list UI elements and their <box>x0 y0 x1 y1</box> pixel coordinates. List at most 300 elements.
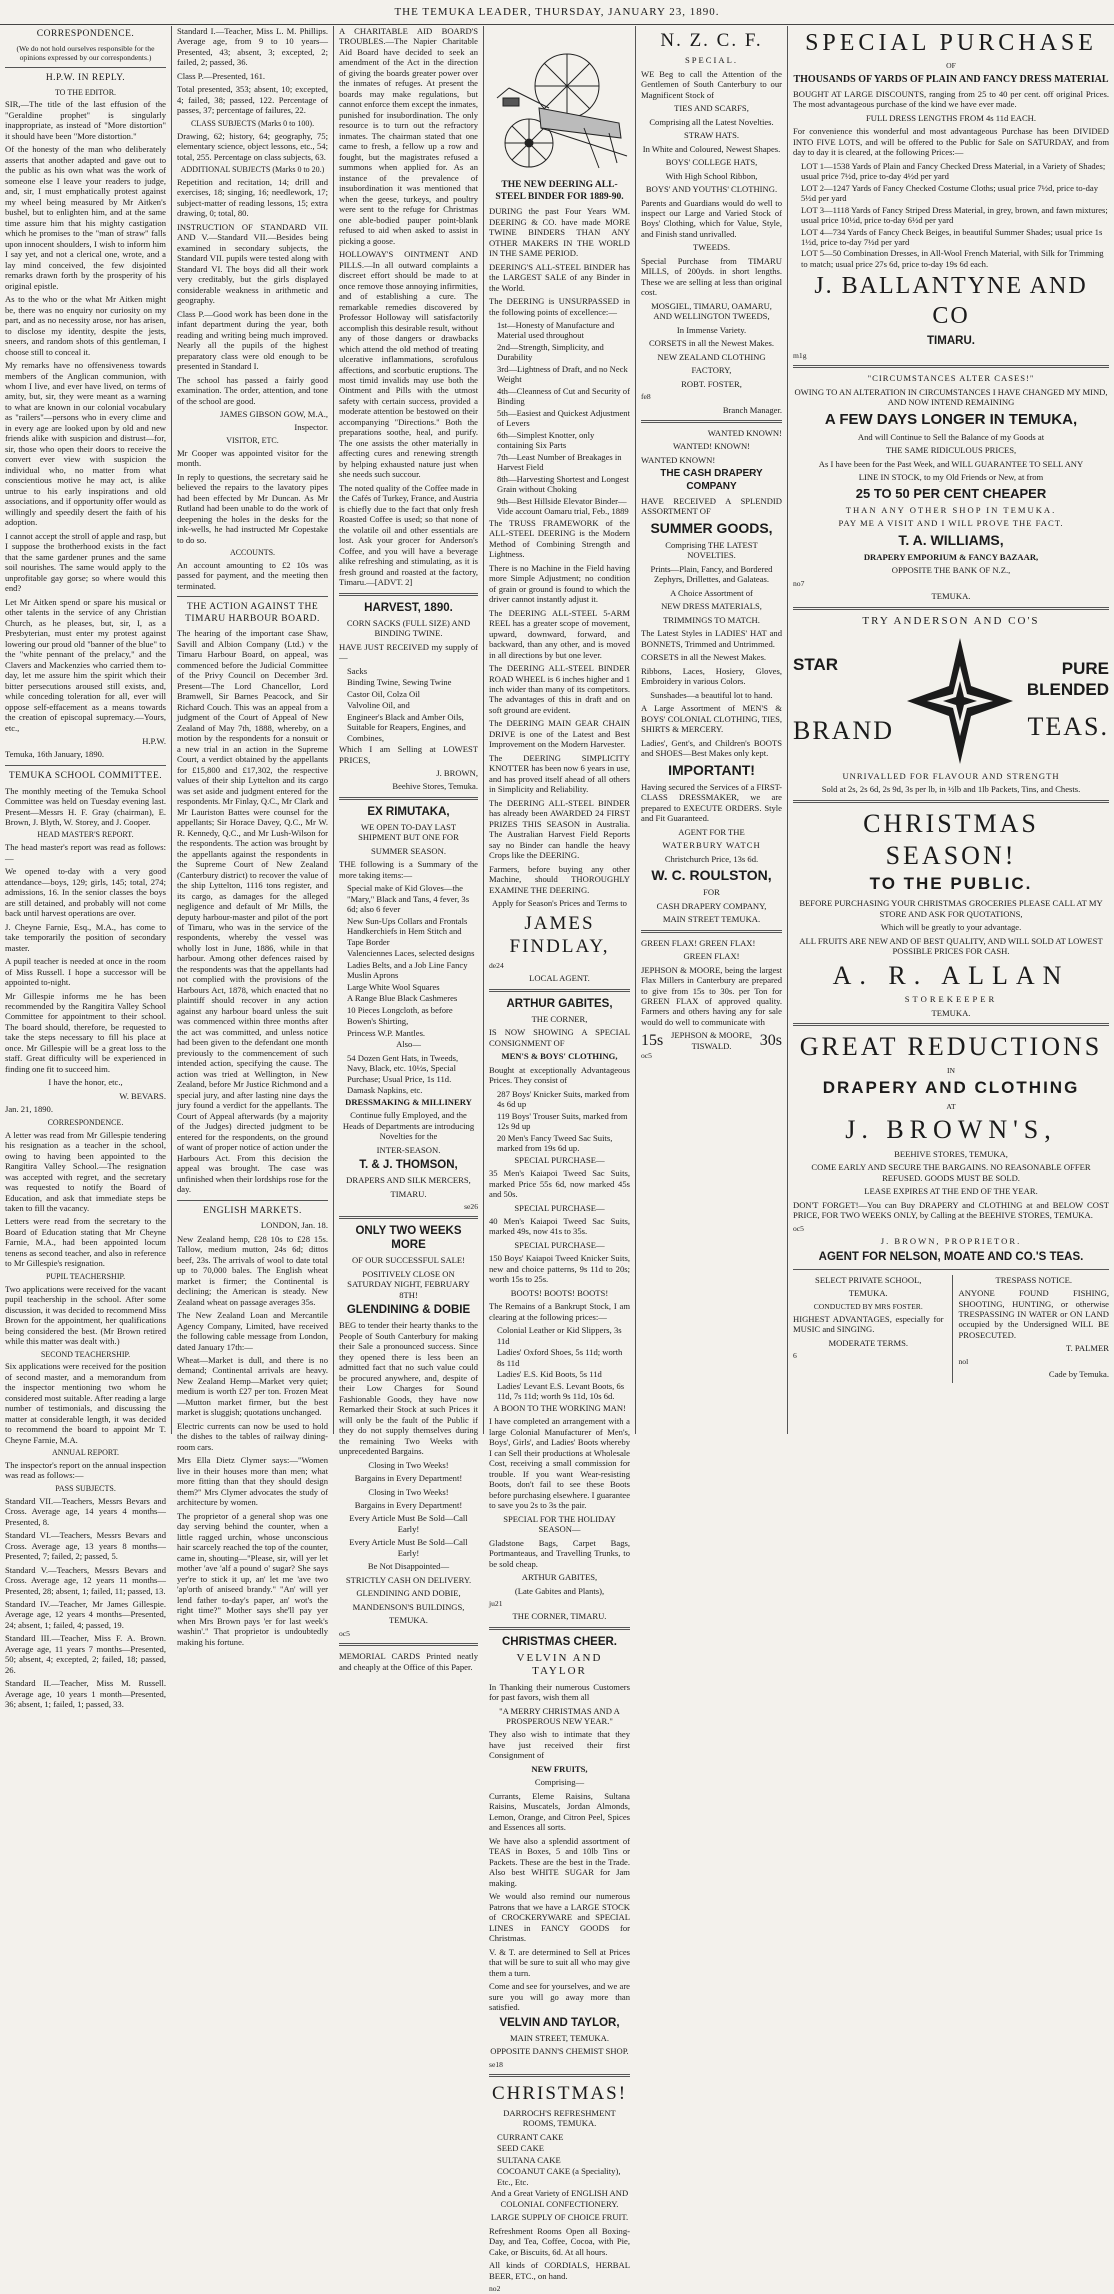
ad-subtitle: SUMMER SEASON. <box>371 845 446 856</box>
ad-text: "A MERRY CHRISTMAS AND A PROSPEROUS NEW YEAR." <box>499 1705 620 1726</box>
paragraph: Standard VII.—Teachers, Messrs Bevars and Cross. Average age, 14 years 4 months—Presented, 8. <box>5 1495 166 1527</box>
ad-subtitle: INTER-SEASON. <box>376 1144 441 1155</box>
advertiser-name: GLENDINING & DOBIE <box>346 1304 471 1317</box>
ad-code: ju21 <box>489 1598 503 1608</box>
tea-word: PURE <box>1061 659 1109 679</box>
ad-subtitle: SPECIAL PURCHASE— <box>514 1239 605 1250</box>
ad-subtitle: SPECIAL PURCHASE— <box>514 1202 605 1213</box>
paragraph: As to the who or the what Mr Aitken might be, there was no enquiry nor curiosity on my part, and as no necessity arose, nor has arisen, to disclose my identity, despite the jests, sneers, and random shots of this gentleman, I choose still to conceal it. <box>5 294 166 357</box>
ad-text: Comprising— <box>534 1777 585 1788</box>
paragraph: New Zealand hemp, £28 10s to £28 15s. Tallow, medium mutton, 24s 6d; dittos beef, 23s. The arrivals of wool to date total up to 70,000 bales. The English wheat market is firmer; the Continental is declining; the American is steady. New Zealand wheat on passage averages 35s. <box>177 1233 328 1307</box>
gabites-items <box>489 1089 630 1154</box>
paragraph: Class P.—Good work has been done in the infant department during the year, both reading and writing being much improved. Nearly all the pupils of the highest preparatory class were old enough to be presented in Standard I. <box>177 308 328 372</box>
ad-signature: J. BROWN, PROPRIETOR. <box>880 1236 1022 1247</box>
ad-subtitle: DRAPERY AND CLOTHING <box>822 1078 1080 1098</box>
ad-text: The DEERING is UNSURPASSED in the following points of excellence:— <box>489 296 630 317</box>
ad-address: TEMUKA. <box>848 1288 888 1299</box>
ad-subtitle: LARGE SUPPLY OF CHOICE FRUIT. <box>490 2212 629 2223</box>
list-item: Binding Twine, Sewing Twine <box>347 677 452 688</box>
paragraph: The proprietor of a general shop was one day serving behind the counter, when a little ragged urchin, whose unconscious hair scarcely reached the top of the counter, came in, shouting—"Please, sir, will yer let mother 'ave 'alf a pound o' sugar? She says yer're to stick it up, an' let me 'ave two 'ap'orth of aniseed brandy." "An' will yer lend father to-day's paper, an' wot's the right time?" Mother says she'll pay yer when Mrs Brown pays 'er for last week's washin'." That proprietor is undoubtedly making his fortune. <box>177 1510 328 1647</box>
ad-text: AGENT FOR THE <box>678 826 745 837</box>
tea-word: BRAND <box>793 716 895 746</box>
ad-text: PAY ME A VISIT AND I WILL PROVE THE FACT. <box>838 518 1064 529</box>
subheading: PUPIL TEACHERSHIP. <box>45 1271 126 1281</box>
ad-text: DEERING'S ALL-STEEL BINDER has the LARGEST SALE of any Binder in the World. <box>489 261 630 293</box>
ad-text: 35 Men's Kaiapoi Tweed Sac Suits, marked Price 55s 6d, now marked 45s and 50s. <box>489 1168 630 1200</box>
ad-text: IS NOW SHOWING A SPECIAL CONSIGNMENT OF <box>489 1027 630 1048</box>
binder-illustration <box>489 28 630 178</box>
paragraph: HOLLOWAY'S OINTMENT AND PILLS.—In all outward complaints a discreet effort should be made to at once remove those annoying infirmities, and of establishing a cure. The remarkable remedies discovered by Professor Holloway will satisfactorily accomplish this desirable result, without any of those dangers or drawbacks which attend the old method of treating ulcerative inflammations, scrofulous affections, and scorbutic eruptions. The most timid invalids may use both the Ointment and Pills with the utmost safety with certain success, provided a moderate attention be bestowed on their accompanying "Directions." Both the preparations soothe, heal, and purify. The one assists the other materially in affecting cures and renewing strength by helping exhausted nature just when she needs such succour. <box>339 249 478 480</box>
paragraph: Standard I.—Teacher, Miss L. M. Phillips. Average age, from 9 to 10 years—Presented, 43; absent, 3; excepted, 2; failed, 2; passed, 36. <box>177 26 328 68</box>
ad-text: A Large Assortment of MEN'S & BOYS' COLONIAL CLOTHING, TIES, SHIRTS & MERCERY. <box>641 703 782 735</box>
paragraph: Standard VI.—Teachers, Messrs Bevars and Cross. Average age, 13 years 8 months—Presented, 7; failed, 2; passed, 5. <box>5 1530 166 1562</box>
article-title: ENGLISH MARKETS. <box>203 1205 302 1216</box>
subheading: PASS SUBJECTS. <box>55 1483 116 1493</box>
flax-sign-row <box>641 1030 782 1051</box>
ad-text: Ribbons, Laces, Hosiery, Gloves, Embroidery in various Colors. <box>641 665 782 687</box>
ad-text: DURING the past Four Years WM. DEERING & CO. have made MORE TWINE BINDERS THAN ANY OTHER MAKERS IN THE WORLD IN THE SAME PERIOD. <box>489 206 630 259</box>
ad-text: MODERATE TERMS. <box>828 1337 909 1348</box>
ad-signature: GLENDINING AND DOBIE, <box>356 1588 461 1599</box>
trespass-notice <box>952 1275 1110 1383</box>
ad-title: GREAT REDUCTIONS <box>799 1032 1103 1062</box>
ad-subtitle: GREEN FLAX! GREEN FLAX! <box>641 937 756 948</box>
ad-subtitle: NEW FRUITS, <box>531 1763 588 1774</box>
list-item: 7th—Least Number of Breakages in Harvest Field <box>497 451 622 473</box>
ad-subtitle: POSITIVELY CLOSE ON SATURDAY NIGHT, FEBRUARY 8TH! <box>347 1268 470 1300</box>
section-heading: CORRESPONDENCE. <box>36 29 135 39</box>
paragraph: Let Mr Aitken spend or spare his musical or other talents in the service of any Christian Church, as he pleases, but, sir, I, as a Presbyterian, must enter my protest against lowering our proud old "banner of the blue" to the "white pennant of the prelacy," and the Clavers and Mackenzies who carried them to-day, let me assure him the spirit which their bitter persecutions aroused still exists, and, while conceding toleration for all, ever will oppose self-effacement as a means towards the creation of episcopal supremacy.—Yours, etc., <box>5 596 166 733</box>
paragraph: Standard III.—Teacher, Miss F. A. Brown. Average age, 11 years 7 months—Presented, 50; absent, 4; excepted, 2; failed, 18; passed, 26. <box>5 1633 166 1675</box>
ad-text: In Immense Variety. <box>676 324 747 335</box>
ad-text: 150 Boys' Kaiapoi Tweed Knicker Suits, new and choice patterns, 9s 11d to 20s; worth 15s to 25s. <box>489 1253 630 1285</box>
ad-subtitle: WE OPEN TO-DAY LAST SHIPMENT BUT ONE FOR <box>358 821 459 843</box>
ad-text: DON'T FORGET!—You can Buy DRAPERY and CLOTHING at and BELOW COST PRICE, FOR TWO WEEKS ONLY, by Calling at the BEEHIVE STORES, TEMUKA. <box>793 1199 1109 1221</box>
ad-code: 6 <box>793 1351 797 1361</box>
ad-text: TRIMMINGS TO MATCH. <box>663 614 760 625</box>
ad-address: THE CORNER, <box>531 1013 588 1024</box>
paragraph: The monthly meeting of the Temuka School Committee was held on Tuesday evening last. Present—Messrs H. F. Gray (chairman), E. Brown, J. Blyth, W. Storey, and J. Cooper. <box>5 785 166 827</box>
paragraph: INSTRUCTION OF STANDARD VII. AND V.—Standard VII.—Besides being examined in secondary subjects, the Standard VII. pupils were tested along with Standard VI. The boys did all their work very creditably, but the girls displayed considerable weakness in arithmetic and geography. <box>177 221 328 306</box>
ad-text: Sold at 2s, 2s 6d, 2s 9d, 3s per lb, in ½lb and 1lb Packets, Tins, and Chests. <box>821 784 1081 795</box>
ad-address: OPPOSITE THE BANK OF N.Z., <box>891 565 1011 576</box>
ad-text: STOREKEEPER <box>904 994 998 1005</box>
advertiser-name: J. BROWN'S, <box>845 1115 1057 1145</box>
paragraph: I cannot accept the stroll of apple and rasp, but I suppose the brotherhood exists in the fact that the same gardener prunes and the same soil nourishes. The same would apply to the unprofitable gay gorse; so where would this end? <box>5 530 166 594</box>
ad-text: And will Continue to Sell the Balance of my Goods at <box>857 432 1045 442</box>
paragraph: In reply to questions, the secretary said he believed the repairs to the lavatory pipes had been effected by Mr Duncan. As Mr Rutland had been unable to do the work of deepening the holes in the desks for the ink-wells, he had instructed Mr Copestake to do so. <box>177 471 328 545</box>
ad-code: no2 <box>489 2284 501 2294</box>
list-item: Valenciennes Laces, selected designs <box>347 948 475 959</box>
ad-text: THAN ANY OTHER SHOP IN TEMUKA. <box>845 504 1057 515</box>
ad-title: HARVEST, 1890. <box>364 601 453 614</box>
paragraph: We opened to-day with a very good attendance—boys, 129; girls, 145; total, 274; admissions, 16. In the senior classes the boys are still detained, and probably will not come back until harvest operations are over. <box>5 866 166 919</box>
list-item: 119 Boys' Trouser Suits, marked from 12s 9d up <box>497 1110 628 1132</box>
ad-subtitle: FACTORY, <box>691 365 732 376</box>
subheading: ANNUAL REPORT. <box>51 1448 120 1458</box>
article-title: THE ACTION AGAINST THE TIMARU HARBOUR BOARD. <box>185 602 320 624</box>
list-item: Colonial Leather or Kid Slippers, 3s 11d <box>497 1325 622 1346</box>
ad-text: HAVE JUST RECEIVED my supply of— <box>339 641 478 663</box>
paragraph: The school has passed a fairly good examination. The order, attention, and tone of the school are good. <box>177 374 328 406</box>
rimutaka-items-2 <box>339 1053 478 1096</box>
ad-text: Comprising all the Latest Novelties. <box>649 116 774 127</box>
ad-subtitle: DRAPERY EMPORIUM & FANCY BAZAAR, <box>863 551 1039 562</box>
ad-text: Ladies', Gent's, and Children's BOOTS and SHOES—Best Makes only kept. <box>641 737 782 759</box>
ad-text: Having secured the Services of a FIRST-CLASS DRESSMAKER, we are prepared to EXECUTE ORDERS. Style and Fit Guaranteed. <box>641 781 782 824</box>
ad-text: OF <box>946 61 956 71</box>
paragraph: Mr Cooper was appointed visitor for the month. <box>177 447 328 469</box>
paragraph: The inspector's report on the annual inspection was read as follows:— <box>5 1459 166 1481</box>
ad-text: A Choice Assortment of <box>670 587 753 598</box>
ad-subtitle: TO THE PUBLIC. <box>869 874 1033 894</box>
ad-text: In Thanking their numerous Customers for past favors, wish them all <box>489 1681 630 1703</box>
ad-text: The DEERING ALL-STEEL BINDER has already been AWARDED 24 FIRST PRIZES THIS SEASON in Australia. The Australian Harvest Field Reports say no Binder can handle the heavy Crops like the DEERING. <box>489 797 630 861</box>
ad-text: Come and see for yourselves, and we are sure you will go away more than satisfied. <box>489 1981 630 2013</box>
ad-address: MAIN STREET, TEMUKA. <box>510 2032 609 2043</box>
ad-subtitle: TRESPASS NOTICE. <box>995 1274 1073 1285</box>
ad-subtitle: SELECT PRIVATE SCHOOL, <box>815 1274 922 1285</box>
star-tea-ad <box>793 631 1109 771</box>
ad-subtitle: NEW DRESS MATERIALS, <box>661 601 762 612</box>
column-2 <box>172 26 334 1647</box>
list-item: Ladies' Oxford Shoes, 5s 11d; worth 8s 11d <box>497 1347 623 1368</box>
paragraph: Repetition and recitation, 14; drill and exercises, 18; singing, 16; needlework, 17; subject-matter of reading lessons, 15; extra drawing, 0; total, 80. <box>177 176 328 219</box>
ad-text: TIMARU. <box>390 1188 427 1199</box>
paragraph: The New Zealand Loan and Mercantile Agency Company, Limited, have received the following cable message from London, dated January 17th:— <box>177 1310 328 1352</box>
ad-title: CHRISTMAS! <box>491 2082 628 2104</box>
ad-text: UNRIVALLED FOR FLAVOUR AND STRENGTH <box>842 770 1060 781</box>
signature: Inspector. <box>294 422 328 433</box>
wanted-known: WANTED! KNOWN! <box>672 441 751 452</box>
list-item: Ladies' Levant E.S. Levant Boots, 6s 11d, 7s 11d; worth 9s 11d, 10s 6d. <box>497 1380 625 1402</box>
paragraph: The noted quality of the Coffee made in the Cafés of Turkey, France, and Austria is chiefly due to the fact that only fresh Roasted Coffee is used; so that none of the volatile oil and other essentials are lost. Ask your grocer for Anderson's Coffee, and you will have a beverage alike refreshing and stimulating, as it is fresh ground and roasted at the factory, Timaru.—[ADVT. 2] <box>339 482 478 588</box>
ad-signature: T. PALMER <box>1066 1343 1109 1354</box>
ad-subtitle: GREEN FLAX! <box>683 951 740 962</box>
list-item: LOT 3—1118 Yards of Fancy Striped Dress Material, in grey, brown, and fawn mixtures; usual price 10½d, price to-day 6½d per yard <box>801 204 1108 226</box>
ad-text: Special Purchase from TIMARU MILLS, of 200yds. in short lengths. These we are selling at less than original cost. <box>641 255 782 298</box>
deering-points <box>489 320 630 517</box>
wanted-known: WANTED KNOWN! <box>641 454 716 465</box>
ad-address: TEMUKA. <box>931 1007 971 1018</box>
ad-signature: J. BROWN, <box>436 767 478 778</box>
paragraph: Letters were read from the secretary to the Board of Education stating that Mr Cheyne Farnie, M.A., had been appointed locum tenens as second teacher, and also in reference to Mr Gillespie's resignation. <box>5 1216 166 1269</box>
paragraph: Six applications were received for the position of second master, and a memorandum from the inspector mentioning two whom he considered most suitable. After reading a large number of testimonials, and discussing the matter at considerable length, it was decided to recommend the board to appoint Mr T. Cheyne Farnie, M.A. <box>5 1361 166 1445</box>
paragraph: SIR,—The title of the last effusion of the "Geraldine prophet" is singularly inappropriate, as instead of "More distortion" it should have been "More distortion." <box>5 99 166 141</box>
list-item: 1st—Honesty of Manufacture and Material used throughout <box>497 320 615 341</box>
ad-text: We have also a splendid assortment of TEAS in Boxes, 5 and 10lb Tins or Packets. These are the best in the Trade. Also best WHITE SUGAR for Jam making. <box>489 1835 630 1888</box>
article-title: H.P.W. IN REPLY. <box>45 73 126 84</box>
ad-text: HIGHEST ADVANTAGES, especially for MUSIC and SINGING. <box>793 1313 944 1335</box>
ad-text: The DEERING ALL-STEEL 5-ARM REEL has a greater scope of movement, upward, downward, forward, and backward, than any other, and is moved in all directions by but one lever. <box>489 607 630 660</box>
ad-title: A FEW DAYS LONGER IN TEMUKA, <box>824 410 1078 428</box>
ad-text: 40 Men's Kaiapoi Tweed Sac Suits, marked 49s, now 41s to 35s. <box>489 1216 630 1237</box>
dateline: Jan. 21, 1890. <box>5 1104 53 1115</box>
paragraph: Mrs Ella Dietz Clymer says:—"Women live in their houses more than men; what more fitting than that they should design them?" Mrs Clymer advocates the study of architecture by women. <box>177 1455 328 1508</box>
ad-subtitle: TWEEDS. <box>693 242 730 253</box>
paragraph: Standard V.—Teachers, Messrs Bevars and Cross. Average age, 12 years 11 months—Presented, 28; absent, 1; failed, 11; passed, 13. <box>5 1564 166 1596</box>
paragraph: Class P.—Presented, 161. <box>177 70 266 81</box>
advertiser-name: JAMES FINDLAY, <box>509 912 610 957</box>
ad-text: All kinds of CORDIALS, HERBAL BEER, ETC., on hand. <box>489 2260 630 2281</box>
paragraph: The head master's report was read as follows:— <box>5 842 166 863</box>
ad-text: Prints—Plain, Fancy, and Bordered Zephyrs, Drillettes, and Galateas. <box>650 563 773 585</box>
ad-title: IMPORTANT! <box>668 761 755 778</box>
column-5 <box>636 26 788 1434</box>
paragraph: Total presented, 353; absent, 10; excepted, 4; failed, 38; passed, 122. Percentage of passes, 37; percentage of failures, 22. <box>177 84 328 116</box>
ad-subtitle: OF OUR SUCCESSFUL SALE! <box>351 1255 466 1266</box>
list-item: LOT 4—734 Yards of Fancy Check Beiges, in beautiful Summer Shades; usual price 1s 1½d, price to-day 7½d per yard <box>801 226 1103 247</box>
ad-title: CHRISTMAS SEASON! <box>863 808 1039 870</box>
ad-text: Comprising THE LATEST NOVELTIES. <box>665 539 758 561</box>
ad-subtitle: MOSGIEL, TIMARU, OAMARU, AND WELLINGTON TWEEDS, <box>651 300 772 322</box>
ad-text: The DEERING ALL-STEEL BINDER ROAD WHEEL is 6 inches higher and 1 inch wider than many of its competitors. The advantages of this in draft and on soft ground are evident. <box>489 663 630 715</box>
illustration-caption: THE NEW DEERING ALL-STEEL BINDER FOR 1889-90. <box>495 180 624 202</box>
column-6 <box>788 26 1114 1434</box>
paragraph: A pupil teacher is needed at once in the room of Miss Russell. I hope a successor will be appointed to-night. <box>5 956 166 988</box>
list-item: LOT 2—1247 Yards of Fancy Checked Costume Cloths; usual price 7½d, price to-day 5½d per yard <box>801 182 1098 204</box>
ad-subtitle: TRY ANDERSON AND CO'S <box>862 614 1040 627</box>
ad-text: Apply for Season's Prices and Terms to <box>492 898 627 909</box>
paragraph: Standard IV.—Teacher, Mr James Gillespie. Average age, 12 years 4 months—Presented, 24; absent, 1; failed, 4; passed, 19. <box>5 1599 166 1630</box>
ad-text: In White and Coloured, Newest Shapes. <box>642 143 781 154</box>
ad-signature: ROBT. FOSTER, <box>681 378 742 389</box>
ad-text: Bargains in Every Department! <box>354 1473 463 1484</box>
subheading: CORRESPONDENCE. <box>47 1117 124 1127</box>
ad-code: oc5 <box>793 1223 804 1233</box>
dateline: Temuka, 16th January, 1890. <box>5 749 105 760</box>
ad-address: MAIN STREET TEMUKA. <box>662 914 761 925</box>
ad-text: The DEERING MAIN GEAR CHAIN DRIVE is one of the Latest and Best Improvement on the Modern Harvester. <box>489 718 630 750</box>
advertiser-name: J. BALLANTYNE AND CO <box>814 273 1088 329</box>
ad-text: BEFORE PURCHASING YOUR CHRISTMAS GROCERIES PLEASE CALL AT MY STORE AND ASK FOR QUOTATIONS, <box>799 898 1103 919</box>
ad-text: The DEERING SIMPLICITY KNOTTER has been now 6 years in use, and has proved itself ahead of all others in Simplicity and Reliability. <box>489 752 630 795</box>
ad-title: CHRISTMAS CHEER. <box>501 1635 617 1648</box>
list-item: 54 Dozen Gent Hats, in Tweeds, Navy, Black, etc. 10½s, Special Purchase; Usual Price, 1s 11d. <box>347 1052 459 1084</box>
ad-address: BEEHIVE STORES, TEMUKA, <box>894 1148 1008 1159</box>
advertiser-name: W. C. ROULSTON, <box>651 867 772 884</box>
price-high: 30s <box>759 1032 782 1050</box>
harvest-items <box>339 666 478 743</box>
list-item: Bowen's Shirting, <box>347 1016 409 1027</box>
paragraph: Mr Gillespie informs me he has been recommended by the Rangitira Valley School Committee for appointment to their school. The board should, therefore, be requested to take the steps necessary to fill his place at once. Mr Gillespie will be a great loss to the staff. Great difficulty will be experienced in finding one fit to succeed him. <box>5 990 166 1074</box>
advertiser-name: THE CASH DRAPERY COMPANY <box>660 468 763 492</box>
tea-word: BLENDED <box>1026 680 1109 700</box>
ad-text: Closing in Two Weeks! <box>368 1459 449 1470</box>
ad-text: Gladstone Bags, Carpet Bags, Portmanteaus, and Travelling Trunks, to be sold cheap. <box>489 1537 630 1569</box>
ad-text: DRAPERS AND SILK MERCERS, <box>346 1175 471 1186</box>
signature: I have the honor, etc., <box>48 1077 123 1088</box>
list-item: Valvoline Oil, and <box>347 700 410 711</box>
disclaimer: (We do not hold ourselves responsible for the opinions expressed by our correspondents.) <box>16 43 155 62</box>
ad-address: MANDENSON'S BUILDINGS, <box>352 1601 465 1612</box>
tea-left-words <box>793 655 894 747</box>
ad-text: Every Article Must Be Sold—Call Early! <box>349 1513 468 1534</box>
ad-title: SUMMER GOODS, <box>650 519 773 536</box>
paragraph: Two applications were received for the vacant pupil teachership in the school. After some discussion, it was decided to recommend Miss Brown for the appointment, her qualifications being considered the best. (Mr Brown retired while this matter was dealt with.) <box>5 1283 166 1347</box>
advertiser-name: VELVIN AND TAYLOR, <box>499 2016 620 2029</box>
ad-text: Which I am Selling at LOWEST PRICES, <box>339 744 478 765</box>
ad-text: CASH DRAPERY COMPANY, <box>656 900 767 911</box>
ad-text: Farmers, before buying any other Machine, should THOROUGHLY EXAMINE THE DEERING. <box>489 863 630 895</box>
newspaper-columns <box>0 26 1114 2294</box>
list-item: 5th—Easiest and Quickest Adjustment of Levers <box>497 407 630 429</box>
lots-list <box>793 161 1109 270</box>
tea-word: TEAS. <box>1027 711 1109 741</box>
ad-address: OPPOSITE DANN'S CHEMIST SHOP. <box>490 2046 629 2057</box>
ad-subtitle: TIES AND SCARFS, <box>674 103 749 114</box>
ad-text: Christchurch Price, 13s 6d. <box>664 853 759 864</box>
letter-salutation: TO THE EDITOR. <box>54 87 117 97</box>
rimutaka-items <box>339 883 478 1038</box>
dateline: LONDON, Jan. 18. <box>260 1220 328 1231</box>
paragraph: A letter was read from Mr Gillespie tendering his resignation as a teacher in the school, owing to having been appointed to the Rangitira Valley School.—The resignation was accepted with regret, and the secretary was requested to notify the Board of Education, and ask that immediate steps be taken to fill the vacancy. <box>5 1129 166 1213</box>
ad-text: Branch Manager. <box>722 404 782 415</box>
subheading: ACCOUNTS. <box>229 548 276 558</box>
reaper-binder-drawing <box>489 28 631 178</box>
advertiser-name: ARTHUR GABITES, <box>506 997 613 1010</box>
tea-right-words <box>1027 659 1109 742</box>
paragraph: A CHARITABLE AID BOARD'S TROUBLES.—The Napier Charitable Aid Board have decided to seek an amendment of the Act in the direction of giving the boards greater power over the inmates of refuges. At present the boards may make regulations, but cannot enforce them except the inmates, punished for insubordination. The only resource is to turn out the refractory inmates. The chairman stated that one came to fresh, a fellow up a row and fought, but the magistrates refused a summons when applied for. As an instance of the prevalence of insubordination it was mentioned that when the geese, turkeys, and poultry were sent to the refuge for Christmas one able-bodied pauper point-blank refused to aid when asked to assist in picking a goose. <box>339 26 478 246</box>
ad-subtitle: WATERBURY WATCH <box>662 840 761 851</box>
memorial-cards-notice: MEMORIAL CARDS Printed neatly and cheaply at the Office of this Paper. <box>339 1651 478 1672</box>
ad-text: ANYONE FOUND FISHING, SHOOTING, HUNTING, or otherwise TRESPASSING IN WATER or ON LAND occupied by the Undersigned WILL BE PROSECUTED. <box>958 1288 1109 1340</box>
list-item: Ladies Belts, and a Job Line Fancy Muslin Aprons <box>347 959 468 981</box>
list-item: 4th—Cleanness of Cut and Security of Binding <box>497 385 630 407</box>
ad-text: Refreshment Rooms Open all Boxing-Day, and Tea, Coffee, Cocoa, with Pie, Cake, or Biscuits, 6d. At all hours. <box>489 2225 630 2257</box>
ad-text: AT <box>946 1101 956 1111</box>
paragraph: My remarks have no offensiveness towards members of the Anglican communion, with whom I live, and ever have lived, on terms of amity, but, sir, they were meant as a warning to what are known in our colonial vocabulary as "railers"—persons who in every clime and in every age are looked upon by old and new friends alike with suspicion and distrust—for, sir, those who open their doors to receive the convert ever view with suspicion the individual who, no matter from what conscientious motive he may act, is alike untrue to his early inspirations and old associations, and if opportunity offer would as willingly and speedily desert the faith of his adoption. <box>5 360 166 528</box>
list-item: 9th—Best Hillside Elevator Binder—Vide account Oamaru trial, Feb., 1889 <box>497 495 629 517</box>
signature: JAMES GIBSON GOW, M.A., <box>220 409 328 419</box>
ad-text: THE following is a Summary of the more taking items:— <box>339 859 478 880</box>
list-item: CURRANT CAKE <box>497 2131 564 2142</box>
boots-items <box>489 1325 630 1401</box>
ad-text: CORSETS in all the Newest Makes. <box>641 652 767 663</box>
ad-text: Closing in Two Weeks! <box>368 1486 449 1497</box>
ad-subtitle: CORSETS in all the Newest Makes. <box>648 338 775 349</box>
ad-text: And a Great Variety of ENGLISH AND COLONIAL CONFECTIONERY. <box>490 2188 629 2209</box>
column-3 <box>334 26 484 1672</box>
ad-text: Which will be greatly to your advantage. <box>880 922 1022 933</box>
ad-text: LEASE EXPIRES AT THE END OF THE YEAR. <box>864 1186 1038 1197</box>
list-item: Large White Wool Squares <box>347 981 440 992</box>
school-notice <box>793 1275 944 1383</box>
tea-word: STAR <box>793 654 839 674</box>
ad-text: Bargains in Every Department! <box>354 1499 463 1510</box>
ad-subtitle: AGENT FOR NELSON, MOATE AND CO.'S TEAS. <box>818 1250 1084 1263</box>
ad-text: THE SAME RIDICULOUS PRICES, <box>885 445 1017 456</box>
list-item: SEED CAKE <box>497 2143 545 2154</box>
ad-subtitle: SPECIAL PURCHASE— <box>514 1154 605 1165</box>
subheading: CLASS SUBJECTS (Marks 0 to 100). <box>190 118 315 128</box>
ad-title: SPECIAL PURCHASE <box>805 30 1097 56</box>
ad-title: 25 TO 50 PER CENT CHEAPER <box>855 485 1047 501</box>
star-icon <box>905 636 1015 766</box>
ad-text: JEPHSON & MOORE, being the largest Flax Millers in Canterbury are prepared to give from 15s to 30s. per Ton for GREEN FLAX of approved quality. Farmers and others having any for sale would do well to communicate with <box>641 964 782 1027</box>
list-item: 3rd—Lightness of Draft, and no Neck Weight <box>497 363 628 385</box>
subheading: SECOND TEACHERSHIP. <box>40 1349 131 1359</box>
article-title: TEMUKA SCHOOL COMMITTEE. <box>8 770 163 781</box>
ad-code: de24 <box>489 961 504 971</box>
ad-subtitle: "CIRCUMSTANCES ALTER CASES!" <box>867 373 1035 384</box>
list-item: 20 Men's Fancy Tweed Sac Suits, marked from 19s 6d up. <box>497 1132 613 1154</box>
ad-code: nol <box>958 1356 969 1366</box>
paragraph: J. Cheyne Farnie, Esq., M.A., has come to take temporarily the position of secondary master. <box>5 921 166 953</box>
signature-name: JEPHSON & MOORE, <box>671 1030 752 1041</box>
ad-text: IN <box>946 1065 955 1075</box>
ad-subtitle: STRAW HATS. <box>683 130 740 141</box>
ad-text: Currants, Eleme Raisins, Sultana Raisins, Muscatels, Jordan Almonds, Lemon, Orange, and Citron Peel, Spices and Essences all sorts. <box>489 1790 630 1833</box>
ad-text: ALL FRUITS ARE NEW AND OF BEST QUALITY, AND WILL SOLD AT LOWEST POSSIBLE PRICES FOR CASH. <box>799 935 1103 957</box>
ad-text: WE Beg to call the Attention of the Gentlemen of South Canterbury to our Magnificent Stock of <box>641 68 782 100</box>
ad-address: THE CORNER, TIMARU. <box>512 1611 607 1622</box>
ad-title: EX RIMUTAKA, <box>367 805 450 818</box>
column-4 <box>484 26 636 2294</box>
ad-subtitle: STRICTLY CASH ON DELIVERY. <box>345 1574 472 1585</box>
ad-code: se18 <box>489 2059 503 2069</box>
paragraph: Wheat—Market is dull, and there is no demand; Continental arrivals are heavy. New Zealand Hemp—Market very quiet; medium is worth £27 per ton. Frozen Meat—Mutton market firmer, but the best market is sluggish; quotations unchanged. <box>177 1354 328 1418</box>
ad-text: Sunshades—a beautiful lot to hand. <box>650 689 773 700</box>
paragraph: Standard II.—Teacher, Miss M. Russell. Average age, 10 years 1 month—Presented, 36; absent, 1; failed, 1; passed, 33. <box>5 1678 166 1710</box>
ad-text: BEG to tender their hearty thanks to the People of South Canterbury for making their Sale a pronounced success. Since they opened there is less been an admitted fact that no such value could be procured anywhere, and, despite of their Low Charges for Sound Fashionable Goods, they have now Remarked their Stock at such Prices it will only be the fault of the Public if they do not supply themselves during the remaining Two Weeks with unprecedented Bargains. <box>339 1320 478 1457</box>
ad-signature: ARTHUR GABITES, <box>521 1572 598 1583</box>
ad-subtitle: FULL DRESS LENGTHS FROM 4s 11d EACH. <box>865 112 1037 123</box>
advertiser-name: T. & J. THOMSON, <box>359 1159 458 1172</box>
ad-subtitle: CORN SACKS (FULL SIZE) AND BINDING TWINE. <box>346 617 471 639</box>
ad-text: Be Not Disappointed— <box>367 1561 450 1572</box>
column-1 <box>0 26 172 1710</box>
ad-text: Continue fully Employed, and the Heads of Departments are introducing Novelties for the <box>342 1110 475 1142</box>
rimutaka-ad <box>339 805 478 1211</box>
ad-code: oc5 <box>339 1628 350 1638</box>
price-low: 15s <box>641 1032 664 1050</box>
list-item: SULTANA CAKE <box>497 2154 561 2165</box>
list-item: A Range Blue Black Cashmeres <box>347 993 458 1004</box>
list-item: Ladies' E.S. Kid Boots, 5s 11d <box>497 1369 602 1380</box>
ad-text: HAVE RECEIVED A SPLENDID ASSORTMENT OF <box>641 495 782 517</box>
ad-subtitle: BOOTS! BOOTS! BOOTS! <box>510 1287 609 1298</box>
ad-subtitle: BOYS' AND YOUTHS' CLOTHING. <box>645 184 778 195</box>
list-item: Princess W.P. Mantles. <box>347 1027 426 1038</box>
advertiser-name: N. Z. C. F. <box>660 30 763 51</box>
list-item: Castor Oil, Colza Oil <box>347 688 421 699</box>
ad-text: They also wish to intimate that they have just received their first Consignment of <box>489 1729 630 1761</box>
ad-text: The TRUSS FRAMEWORK of the ALL-STEEL DEERING is the Modern Method of Combining Strength and Lightness. <box>489 517 630 560</box>
list-item: COCOANUT CAKE (a Speciality), Etc., Etc. <box>497 2166 621 2187</box>
list-item: Sacks <box>347 665 368 676</box>
ad-code: no7 <box>793 578 805 588</box>
ad-subtitle: DRESSMAKING & MILLINERY <box>345 1096 472 1107</box>
list-item: 10 Pieces Longcloth, as before <box>347 1004 453 1015</box>
list-item: 2nd—Strength, Simplicity, and Durability <box>497 341 604 363</box>
ad-text: COME EARLY AND SECURE THE BARGAINS. NO REASONABLE OFFER REFUSED. GOODS MUST BE SOLD. <box>811 1162 1091 1183</box>
list-item: Engineer's Black and Amber Oils, Suitable for Reapers, Engines, and Combines, <box>347 711 466 743</box>
ad-subtitle: NEW ZEALAND CLOTHING <box>657 351 766 362</box>
signature-town: TISWALD. <box>691 1040 732 1051</box>
signature: W. BEVARS. <box>119 1090 166 1101</box>
ad-text: Every Article Must Be Sold—Call Early! <box>349 1537 468 1558</box>
paragraph: The hearing of the important case Shaw, Savill and Albion Company (Ltd.) v the Timaru Harbour Board, on appeal, was commenced before the Judicial Committee of the Privy Council on December 3rd. Present—The Lord Chancellor, Lord Bramwell, Sir Barnes Peacock, and Sir Richard Couch. This was an appeal from a judgment of the Court of Appeal of New Zealand of May 7th, 1888, whereby, on a motion by the respondents for a nonsuit or a new trial in an action in the Supreme Court, a verdict obtained by the appellants for £15,800 and £17,302, the respective values of their ship Lyttelton and its cargo was set aside and judgment entered for the respondents. Mr Finlay, Q.C., Mr Clark and Mr Lauriston Battes were counsel for the appellants; Sir Horace Davey, Q.C., Mr W. R. Kennedy, Q.C., and Mr Lush-Wilson for the respondents. The action was brought by the appellants against the respondents in the Supreme Court of New Zealand (Canterbury district) to recover the value of the ship Lyttelton, 1116 tons register, and its cargo, as damages for the alleged negligence and default of Mr Mills, the deputy harbour-master and pilot of the port of Timaru, who was in the service of the respondents, whereby the vessel was wholly lost in June, 1886, while in that harbour. Among other defences raised by the respondents was that the appellants had not complied with the provisions of the Harbours Act, 1878, which enacted that no plaintiff should recover in any action against any harbour board unless the suit was commenced within three months after the act was committed, and unless notice had been given to the defendant one month previously to the commencement of such intended action, specifying the cause. The action was tried at Wellington, in New Zealand, before Mr Justice Richmond and a special jury, and after lasting nine days the jury found a verdict for the appellants. The Court of Appeal afterwards (by a majority of the Judges) directed judgment to be entered for the respondents, on the ground of want of proper notice of action under the Harbours Act. From this decision the appeal was brought. The case was unfinished when their lordships rose for the day. <box>177 628 328 1195</box>
subheading: VISITOR, ETC. <box>226 435 279 445</box>
paragraph: Drawing, 62; history, 64; geography, 75; elementary science, object lessons, etc., 54; total, 255. Percentage on class subjects, 63. <box>177 130 328 162</box>
ad-text: There is no Machine in the Field having more Simple Adjustment; no condition of grain or ground is found to which the driver cannot instantly adjust it. <box>489 562 630 605</box>
ad-signature <box>671 1030 752 1051</box>
ad-subtitle: SPECIAL. <box>684 55 738 66</box>
ad-text: Also— <box>396 1039 421 1050</box>
list-item: 287 Boys' Knicker Suits, marked from 4s 6d up <box>497 1088 630 1110</box>
ad-text: As I have been for the Past Week, and WILL GUARANTEE TO SELL ANY <box>818 458 1084 469</box>
